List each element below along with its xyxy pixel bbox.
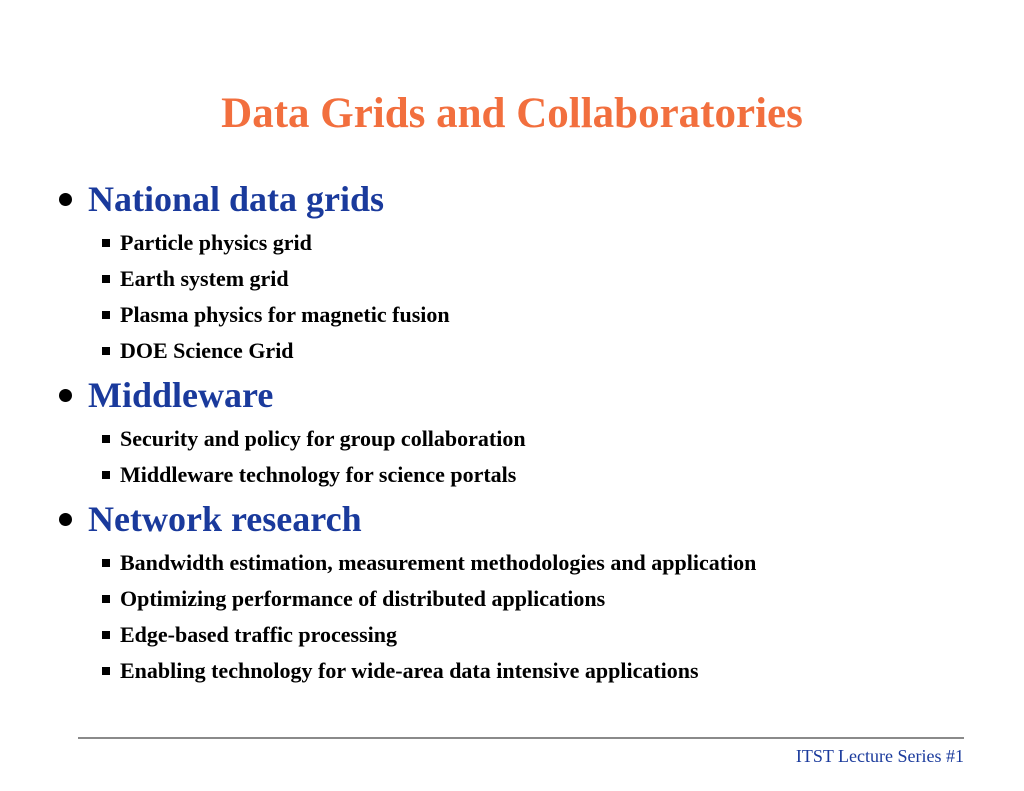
list-item: [102, 421, 996, 457]
square-bullet-icon: [102, 275, 110, 283]
list-item-label: Plasma physics for magnetic fusion: [120, 302, 450, 327]
section-national-data-grids: [56, 173, 996, 369]
section-label: Network research: [88, 499, 362, 539]
round-bullet-icon: [59, 193, 72, 206]
square-bullet-icon: [102, 347, 110, 355]
list-item-label: Enabling technology for wide-area data intensive applications: [120, 658, 699, 683]
list-item: [102, 333, 996, 369]
list-item: [102, 457, 996, 493]
sub-list: [102, 225, 996, 369]
sub-list: [102, 545, 996, 689]
list-item: [102, 545, 996, 581]
slide-title: Data Grids and Collaboratories: [221, 90, 803, 137]
section-header: [56, 173, 996, 225]
square-bullet-icon: [102, 311, 110, 319]
square-bullet-icon: [102, 667, 110, 675]
list-item-label: Earth system grid: [120, 266, 289, 291]
list-item-label: Bandwidth estimation, measurement methodologies and application: [120, 550, 757, 575]
square-bullet-icon: [102, 435, 110, 443]
square-bullet-icon: [102, 595, 110, 603]
list-item: [102, 617, 996, 653]
section-header: [56, 369, 996, 421]
list-item-label: Particle physics grid: [120, 230, 312, 255]
square-bullet-icon: [102, 631, 110, 639]
section-label: National data grids: [88, 179, 385, 219]
sub-list: [102, 421, 996, 493]
round-bullet-icon: [59, 389, 72, 402]
list-item: [102, 261, 996, 297]
list-item: [102, 297, 996, 333]
section-middleware: [56, 369, 996, 493]
section-label: Middleware: [88, 375, 274, 415]
square-bullet-icon: [102, 471, 110, 479]
footer-divider: [78, 737, 964, 739]
list-item-label: Middleware technology for science portals: [120, 462, 517, 487]
round-bullet-icon: [59, 513, 72, 526]
square-bullet-icon: [102, 239, 110, 247]
list-item: [102, 653, 996, 689]
list-item: [102, 581, 996, 617]
section-header: [56, 493, 996, 545]
list-item-label: Optimizing performance of distributed applications: [120, 586, 606, 611]
list-item-label: Edge-based traffic processing: [120, 622, 398, 647]
bullet-list: [56, 173, 996, 689]
footer-text: ITST Lecture Series #1: [795, 746, 964, 766]
square-bullet-icon: [102, 559, 110, 567]
list-item: [102, 225, 996, 261]
section-network-research: [56, 493, 996, 689]
list-item-label: Security and policy for group collaboration: [120, 426, 526, 451]
list-item-label: DOE Science Grid: [120, 338, 294, 363]
